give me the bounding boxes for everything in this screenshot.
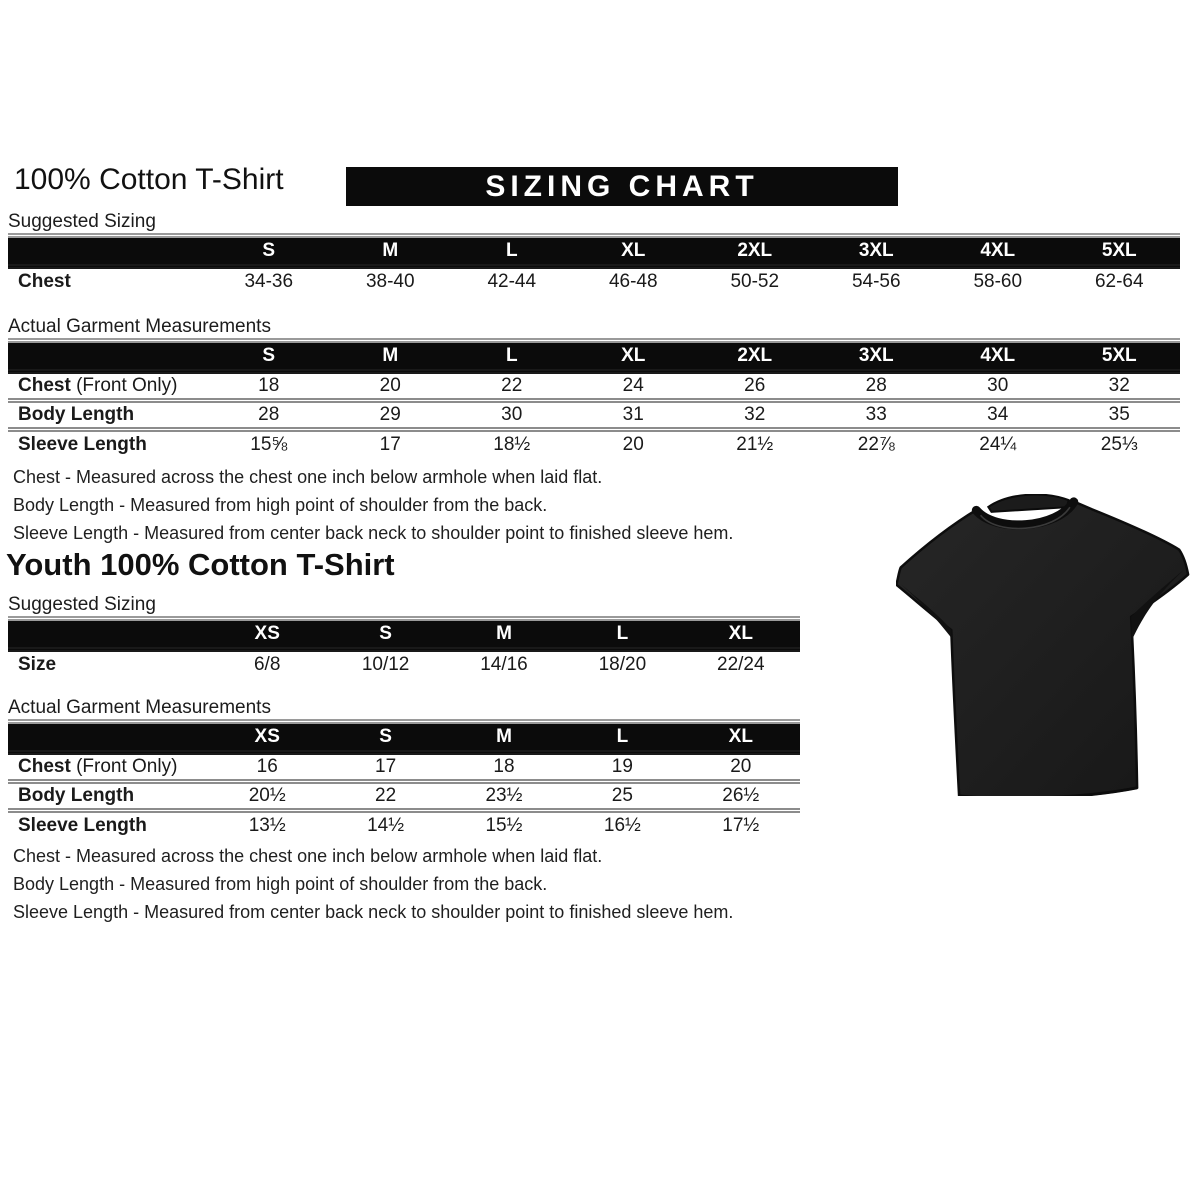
measurement-cell: 25⅓ — [1100, 434, 1138, 456]
column-header-xs: XS — [208, 619, 326, 650]
column-header-l: L — [451, 236, 573, 267]
table-row — [8, 372, 1180, 401]
measurement-cell: 6/8 — [253, 654, 281, 676]
measurement-cell: 50-52 — [730, 271, 780, 293]
youth-title: Youth 100% Cotton T-Shirt — [6, 547, 395, 582]
measurement-cell: 35 — [1108, 404, 1130, 425]
note-chest: Chest - Measured across the chest one inch below armhole when laid flat. — [13, 846, 603, 866]
column-header-l: L — [563, 619, 681, 650]
row-label-text: Body Length — [18, 785, 135, 806]
sizing-chart-banner: SIZING CHART — [346, 167, 898, 206]
note-sleeve-length: Sleeve Length - Measured from center back neck to shoulder point to finished sleeve hem. — [13, 902, 734, 922]
table-row — [8, 811, 800, 840]
measurement-cell: 28 — [258, 404, 280, 425]
row-label — [8, 430, 208, 459]
measurement-cell: 22 — [501, 375, 523, 396]
measurement-cell: 42-44 — [487, 271, 537, 293]
measurement-cell: 29 — [379, 404, 401, 425]
measurement-cell: 15½ — [485, 815, 523, 837]
measurement-cell: 58-60 — [973, 271, 1023, 293]
measurement-cell: 32 — [1108, 375, 1130, 396]
note-body-length: Body Length - Measured from high point of shoulder from the back. — [13, 874, 548, 894]
table-row — [8, 782, 800, 811]
column-header-2xl: 2XL — [694, 341, 816, 372]
measurement-cell: 15⅝ — [250, 434, 288, 456]
measurement-cell: 22/24 — [717, 654, 765, 676]
measurement-cell: 22 — [375, 785, 397, 806]
measurement-cell: 20 — [730, 756, 752, 777]
column-header-xs: XS — [208, 722, 326, 753]
column-header-xl: XL — [682, 722, 800, 753]
note-body-length: Body Length - Measured from high point of shoulder from the back. — [13, 495, 548, 515]
column-header-3xl: 3XL — [816, 341, 938, 372]
adult-measurement-notes — [13, 463, 733, 547]
black-tshirt-photo — [896, 494, 1194, 796]
measurement-cell: 20 — [622, 434, 644, 456]
column-header-xl: XL — [573, 236, 695, 267]
column-header-s: S — [208, 341, 330, 372]
measurement-cell: 46-48 — [608, 271, 658, 293]
tshirt-illustration — [896, 494, 1194, 796]
measurement-cell: 18½ — [493, 434, 531, 456]
youth-suggested-sizing-table — [8, 616, 800, 679]
measurement-cell: 24 — [622, 375, 644, 396]
table-row — [8, 650, 800, 679]
measurement-cell: 19 — [611, 756, 633, 777]
measurement-cell: 16 — [256, 756, 278, 777]
row-label — [8, 753, 208, 782]
measurement-cell: 25 — [611, 785, 633, 806]
column-header-s: S — [326, 619, 444, 650]
adult-suggested-sizing-label: Suggested Sizing — [8, 211, 156, 232]
column-header-xl: XL — [573, 341, 695, 372]
note-chest: Chest - Measured across the chest one inch below armhole when laid flat. — [13, 467, 603, 487]
column-header-m: M — [445, 722, 563, 753]
measurement-cell: 38-40 — [365, 271, 415, 293]
row-label-text: Chest — [18, 271, 71, 293]
row-label-text: Chest — [18, 375, 71, 396]
measurement-cell: 18/20 — [598, 654, 647, 676]
measurement-cell: 28 — [865, 375, 887, 396]
table-row — [8, 753, 800, 782]
measurement-cell: 26 — [744, 375, 766, 396]
column-header-m: M — [445, 619, 563, 650]
column-header-5xl: 5XL — [1059, 341, 1181, 372]
row-label-text: Chest — [18, 756, 71, 777]
adult-actual-measurements-label: Actual Garment Measurements — [8, 316, 271, 337]
measurement-cell: 54-56 — [851, 271, 901, 293]
measurement-cell: 22⅞ — [857, 434, 895, 456]
column-header-5xl: 5XL — [1059, 236, 1181, 267]
measurement-cell: 23½ — [485, 785, 523, 806]
size-header-row — [8, 619, 800, 650]
column-header-l: L — [451, 341, 573, 372]
measurement-cell: 10/12 — [361, 654, 410, 676]
column-header-l: L — [563, 722, 681, 753]
size-header-row — [8, 722, 800, 753]
measurement-cell: 17 — [379, 434, 401, 456]
header-corner — [8, 619, 208, 650]
row-label-text: Body Length — [18, 404, 135, 425]
row-label — [8, 267, 208, 296]
measurement-cell: 17 — [375, 756, 397, 777]
measurement-cell: 30 — [501, 404, 523, 425]
header-corner — [8, 341, 208, 372]
measurement-cell: 18 — [493, 756, 515, 777]
row-label-text: Sleeve Length — [18, 434, 147, 456]
measurement-cell: 34-36 — [244, 271, 294, 293]
table-row — [8, 267, 1180, 296]
row-label-text: Size — [18, 654, 57, 676]
measurement-cell: 17½ — [722, 815, 760, 837]
header-corner — [8, 236, 208, 267]
measurement-cell: 34 — [987, 404, 1009, 425]
row-label-suffix: (Front Only) — [70, 375, 178, 396]
row-label — [8, 372, 208, 401]
measurement-cell: 32 — [744, 404, 766, 425]
column-header-m: M — [330, 341, 452, 372]
measurement-cell: 62-64 — [1094, 271, 1144, 293]
column-header-s: S — [208, 236, 330, 267]
measurement-cell: 21½ — [736, 434, 774, 456]
youth-actual-measurements-label: Actual Garment Measurements — [8, 697, 271, 718]
measurement-cell: 14½ — [367, 815, 405, 837]
row-label — [8, 401, 208, 430]
column-header-4xl: 4XL — [937, 341, 1059, 372]
measurement-cell: 30 — [987, 375, 1009, 396]
measurement-cell: 18 — [258, 375, 280, 396]
size-header-row — [8, 341, 1180, 372]
measurement-cell: 14/16 — [480, 654, 528, 676]
measurement-cell: 20½ — [248, 785, 286, 806]
measurement-cell: 16½ — [603, 815, 641, 837]
column-header-2xl: 2XL — [694, 236, 816, 267]
row-label-suffix: (Front Only) — [70, 756, 178, 777]
column-header-3xl: 3XL — [816, 236, 938, 267]
measurement-cell: 33 — [865, 404, 887, 425]
measurement-cell: 26½ — [722, 785, 760, 806]
youth-suggested-sizing-label: Suggested Sizing — [8, 594, 156, 615]
measurement-cell: 24¼ — [979, 434, 1017, 456]
page-title: 100% Cotton T-Shirt — [14, 163, 284, 196]
table-row — [8, 430, 1180, 459]
size-header-row — [8, 236, 1180, 267]
adult-actual-measurements-table — [8, 338, 1180, 459]
measurement-cell: 13½ — [248, 815, 286, 837]
column-header-s: S — [326, 722, 444, 753]
measurement-cell: 20 — [379, 375, 401, 396]
youth-actual-measurements-table — [8, 719, 800, 840]
measurement-cell: 31 — [622, 404, 644, 425]
row-label — [8, 650, 208, 679]
note-sleeve-length: Sleeve Length - Measured from center back neck to shoulder point to finished sleeve hem. — [13, 523, 734, 543]
row-label — [8, 811, 208, 840]
column-header-m: M — [330, 236, 452, 267]
column-header-4xl: 4XL — [937, 236, 1059, 267]
table-row — [8, 401, 1180, 430]
row-label — [8, 782, 208, 811]
youth-measurement-notes — [13, 842, 733, 926]
adult-suggested-sizing-table — [8, 233, 1180, 296]
column-header-xl: XL — [682, 619, 800, 650]
row-label-text: Sleeve Length — [18, 815, 147, 837]
header-corner — [8, 722, 208, 753]
